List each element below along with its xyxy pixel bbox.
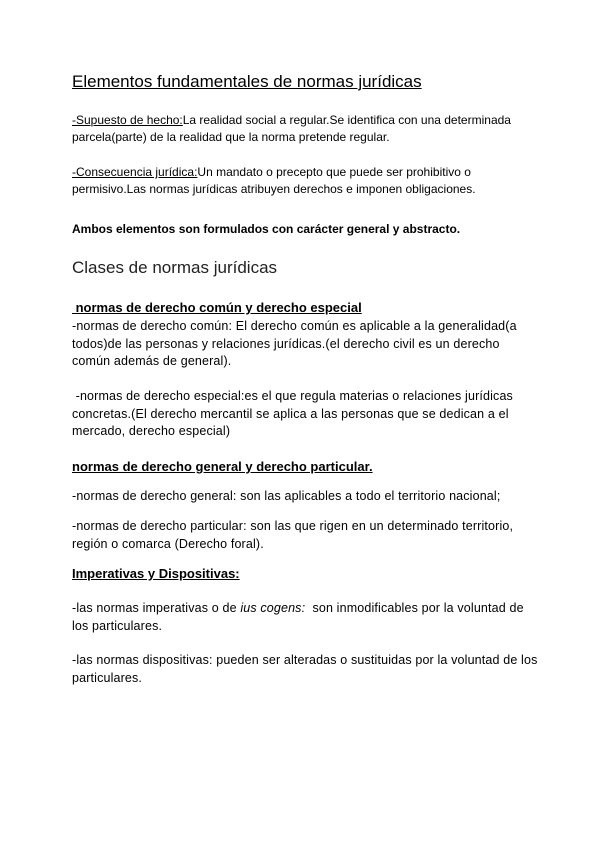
document-title: Elementos fundamentales de normas jurídicas: [72, 72, 422, 91]
classes-heading: Clases de normas jurídicas: [72, 258, 278, 277]
element-supuesto: [72, 112, 542, 146]
section3-p1-rest: son inmodificables por la voluntad de los particulares.: [72, 601, 528, 633]
section2-paragraph-1: -normas de derecho general: son las aplicables a todo el territorio nacional;: [72, 489, 501, 503]
section2-paragraph-2: -normas de derecho particular: son las que rigen en un determinado territorio, región o comarca (Derecho foral).: [72, 519, 514, 551]
section1-heading: normas de derecho común y derecho especial: [72, 300, 362, 315]
element-consecuencia: [72, 164, 542, 198]
section2-heading: normas de derecho general y derecho particular.: [72, 459, 373, 474]
section3-p1-italic: ius cogens:: [240, 601, 306, 615]
section3-heading: Imperativas y Dispositivas:: [72, 566, 240, 581]
section3-paragraph-1: [72, 600, 540, 635]
element-consecuencia-text: Un mandato o precepto que puede ser prohibitivo o permisivo.Las normas jurídicas atribuyen derechos e imponen obligaciones.: [72, 165, 476, 196]
section1-paragraph-1: -normas de derecho común: El derecho común es aplicable a la generalidad(a todos)de las personas y relaciones jurídicas.(el derecho civil es un derecho común además de general).: [72, 319, 517, 368]
element-supuesto-text: La realidad social a regular.Se identifica con una determinada parcela(parte) de la realidad que la norma pretende regular.: [72, 113, 511, 144]
section3-paragraph-2: -las normas dispositivas: pueden ser alteradas o sustituidas por la voluntad de los particulares.: [72, 653, 538, 685]
element-supuesto-term: -Supuesto de hecho:: [72, 113, 183, 127]
element-consecuencia-term: -Consecuencia jurídica:: [72, 165, 198, 179]
summary-statement: Ambos elementos son formulados con carácter general y abstracto.: [72, 222, 461, 236]
section1-paragraph-2: -normas de derecho especial:es el que regula materias o relaciones jurídicas concretas.(El derecho mercantil se aplica a las personas que se dedican a el mercado, derecho especial): [72, 389, 517, 438]
section3-p1-lead: -las normas imperativas o de: [72, 601, 241, 615]
